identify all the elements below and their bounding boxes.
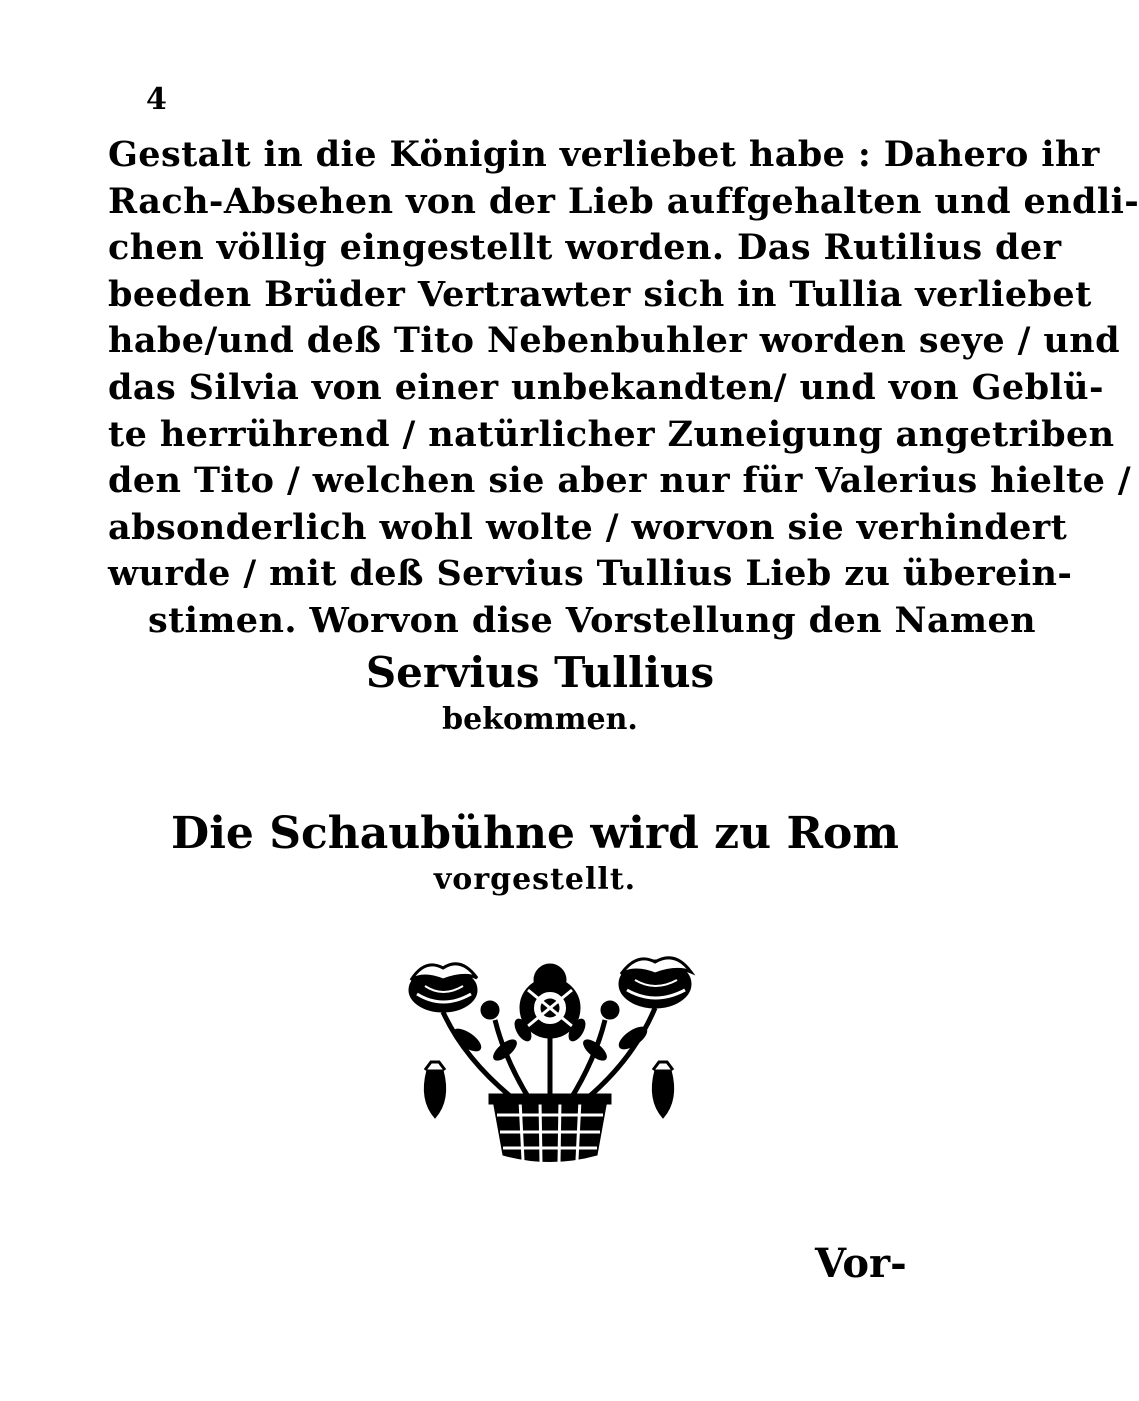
opera-title: Servius Tullius xyxy=(365,648,715,697)
page-number: 4 xyxy=(146,82,167,117)
text-line: chen völlig eingestellt worden. Das Rutilius der xyxy=(108,227,1062,269)
text-line: habe/und deß Tito Nebenbuhler worden seye / und xyxy=(108,320,1120,362)
text-line: te herrührend / natürlicher Zuneigung angetriben xyxy=(108,413,1115,455)
text-line: Gestalt in die Königin verliebet habe : Dahero ihr xyxy=(108,134,1100,175)
text-line: Rach-Absehen von der Lieb auffgehalten und endli- xyxy=(108,180,1139,222)
left-flower xyxy=(409,964,477,1012)
body-paragraph xyxy=(108,132,1139,645)
text-line: absonderlich wohl wolte / worvon sie verhindert xyxy=(108,506,1068,548)
text-line: den Tito / welchen sie aber nur für Valerius hielte / xyxy=(108,460,1132,502)
flower-basket-ornament xyxy=(405,950,695,1172)
scene-heading: Die Schaubühne wird zu Rom xyxy=(171,808,899,859)
text-line: wurde / mit deß Servius Tullius Lieb zu überein- xyxy=(108,553,1073,595)
text-line: das Silvia von einer unbekandten/ und von Geblü- xyxy=(108,366,1104,408)
center-rose xyxy=(520,964,580,1038)
right-flower xyxy=(619,958,691,1008)
catchword: Vor- xyxy=(815,1240,907,1287)
text-line: stimen. Worvon dise Vorstellung den Namen xyxy=(148,599,1036,641)
title-tail: bekommen. xyxy=(442,702,638,737)
scene-subheading: vorgestellt. xyxy=(433,862,637,897)
text-line: beeden Brüder Vertrawter sich in Tullia verliebet xyxy=(108,273,1092,315)
basket xyxy=(489,1094,611,1163)
